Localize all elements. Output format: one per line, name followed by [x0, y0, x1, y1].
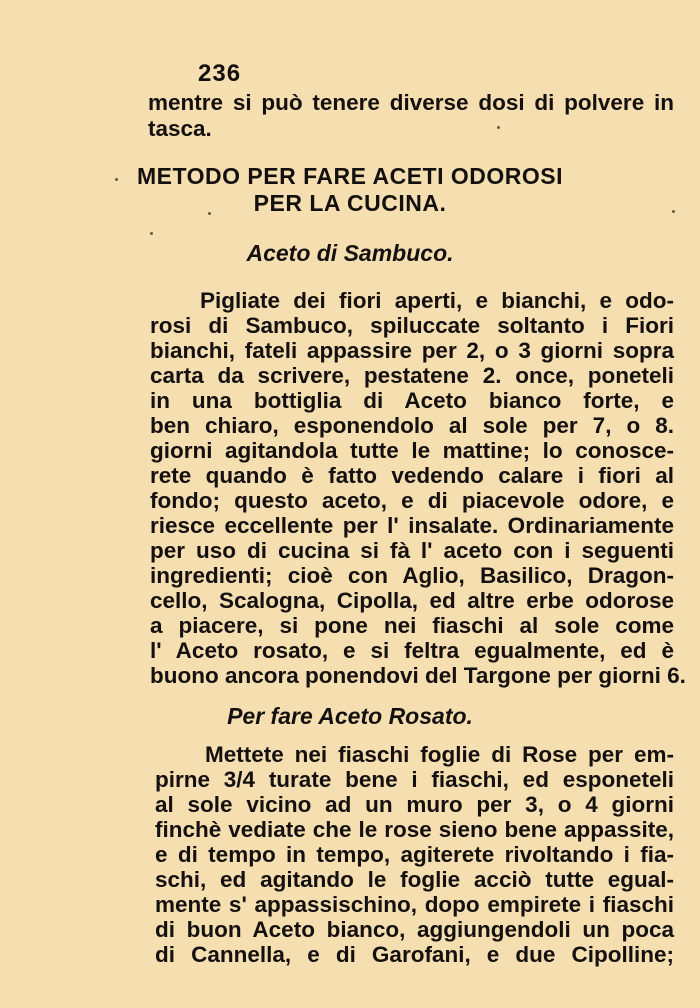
- text-line: mentre si può tenere diverse dosi di polvere in: [148, 90, 674, 115]
- text-line: al sole vicino ad un muro per 3, o 4 giorni: [155, 792, 674, 817]
- text-line: tasca.: [148, 116, 212, 141]
- text-line: fondo; questo aceto, e di piacevole odore, e: [150, 488, 674, 513]
- text-line: Mettete nei fiaschi foglie di Rose per em-: [205, 742, 674, 767]
- text-line: buono ancora ponendovi del Targone per giorni 6.: [150, 663, 686, 688]
- text-line: rete quando è fatto vedendo calare i fiori al: [150, 463, 674, 488]
- paper-speck: [115, 178, 118, 181]
- text-line: di buon Aceto bianco, aggiungendoli un poca: [155, 917, 674, 942]
- text-line: bianchi, fateli appassire per 2, o 3 giorni sopra: [150, 338, 674, 363]
- text-line: a piacere, si pone nei fiaschi al sole come: [150, 613, 674, 638]
- text-line: di Cannella, e di Garofani, e due Cipolline;: [155, 942, 674, 967]
- text-line: ingredienti; cioè con Aglio, Basilico, Dragon-: [150, 563, 674, 588]
- recipe-title: Aceto di Sambuco.: [246, 240, 454, 266]
- page-number: 236: [198, 60, 242, 87]
- text-line: mente s' appassischino, dopo empirete i fiaschi: [155, 892, 674, 917]
- text-line: l' Aceto rosato, e si feltra egualmente, ed è: [150, 638, 674, 663]
- paper-speck: [150, 232, 153, 235]
- text-line: riesce eccellente per l' insalate. Ordinariamente: [150, 513, 674, 538]
- paper-speck: [672, 210, 675, 213]
- paper-speck: [497, 126, 500, 129]
- text-line: schi, ed agitando le foglie acciò tutte egual-: [155, 867, 674, 892]
- text-line: ben chiaro, esponendolo al sole per 7, o 8.: [150, 413, 674, 438]
- text-line: finchè vediate che le rose sieno bene appassite,: [155, 817, 674, 842]
- text-line: in una bottiglia di Aceto bianco forte, e: [150, 388, 674, 413]
- text-line: per uso di cucina si fà l' aceto con i seguenti: [150, 538, 674, 563]
- text-line: e di tempo in tempo, agiterete rivoltando i fia-: [155, 842, 674, 867]
- paper-speck: [208, 212, 211, 215]
- text-line: pirne 3/4 turate bene i fiaschi, ed esponeteli: [155, 767, 674, 792]
- text-line: giorni agitandola tutte le mattine; lo conosce-: [150, 438, 674, 463]
- text-line: Pigliate dei fiori aperti, e bianchi, e odo-: [200, 288, 674, 313]
- text-line: cello, Scalogna, Cipolla, ed altre erbe odorose: [150, 588, 674, 613]
- recipe-title: Per fare Aceto Rosato.: [227, 703, 473, 729]
- section-heading: PER LA CUCINA.: [253, 190, 447, 216]
- text-line: carta da scrivere, pestatene 2. once, poneteli: [150, 363, 674, 388]
- section-heading: METODO PER FARE ACETI ODOROSI: [137, 163, 563, 189]
- text-line: rosi di Sambuco, spiluccate soltanto i Fiori: [150, 313, 674, 338]
